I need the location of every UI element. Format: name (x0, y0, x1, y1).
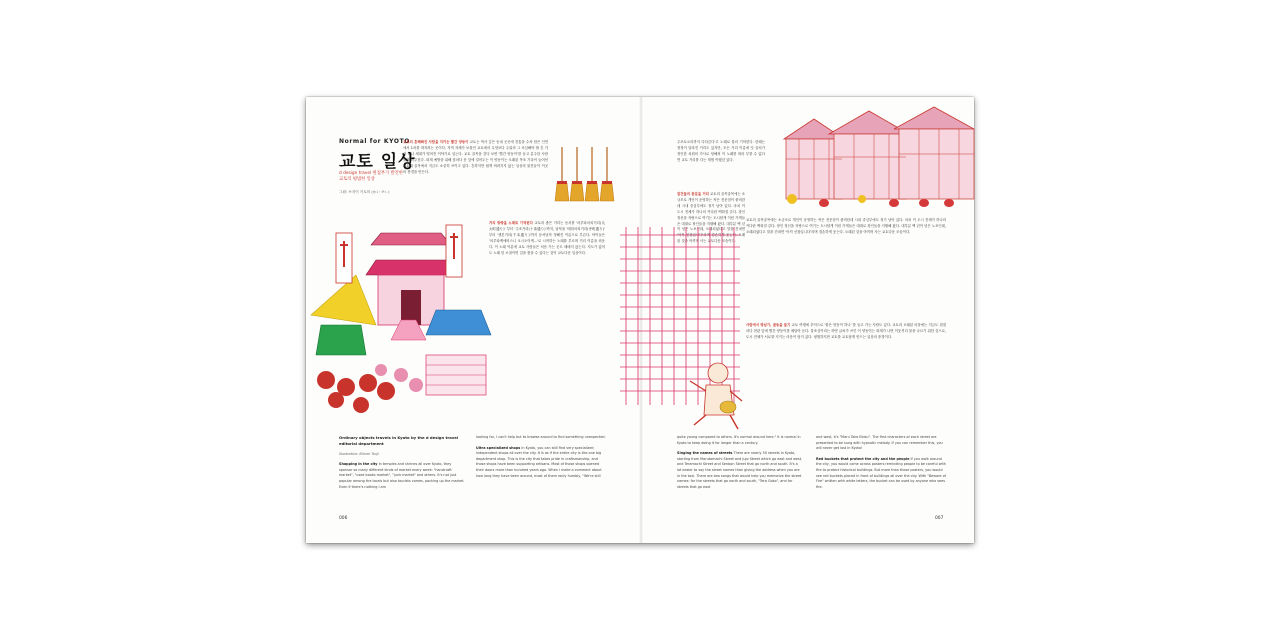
english-text-shopping: In temples and shrines all over Kyoto, they sponsor so many different kinds of market every week: "handcraft market", "used books market", "junk market" and others. It's not just popular among the locals but also tourists comes, packing up the market. Even if there's nothing I am (339, 462, 465, 489)
english-column-3 (677, 435, 803, 509)
page-number-left: 006 (339, 516, 348, 521)
intro-heading: 교토의 흔해빠진 사람을 지키는 빨간 양동이 (403, 140, 469, 144)
shops-paragraph-cont (746, 218, 946, 310)
english-subhead-streets: Singing the names of streets (677, 451, 733, 456)
shops-heading: 잠건들의 완분을 거리 (677, 192, 709, 196)
english-column-4 (816, 435, 946, 509)
townhouses-illustration (774, 99, 974, 219)
english-subhead-shops: Ultra specialized shops (476, 445, 521, 450)
english-text-shopping-cont: looking for, I can't help but to browse around to find something unexpected. (476, 435, 606, 439)
streets-body: 주조토오리까지 다다른다'고 노래로 불러 기억한다. 한때는 정정이 달라진 거리도 있지만, 모든 거리 이름에 잇 골처가 정인한 치원의 가사로 당해져 이 노래를 따라 부를 수 없다면 교토 거리를 다는 재범 이랬던 있다. (677, 140, 765, 162)
english-text-streets-cont: and west, it's "Maru Take Ebisu". The first characters of each street are presented to be sung with hypnotic melody. If you can remember this, you will never get lost in Kyoto! (816, 435, 943, 451)
market-heading: 거리 방방을 노래로 기억한다 (489, 221, 533, 225)
market-stalls-illustration (306, 215, 496, 425)
page-number-right: 007 (935, 516, 944, 521)
english-text-shops: In Kyoto, you can still find very specialized independent shops all over the city. It is as if the entire city is like one big department shop. This is the city that takes pride in craftsmanship, and those shops have been supporting artisans. Most of those shops opened their doors more than hundred years ago. When I make a comment about how long they have been around, most of them reply humbly, "We're still (476, 445, 602, 478)
shops-body-cont: 교토의 골목골목에는 소규모로 개인이 운영하는 작은 전문점이 줄비한데 시내 중심부에도 정기 남아 있다. 마치 이 도시 전체가 하나의 커다란 백화점 같다. 장인 정신을 자랑으로 여기는 도시답게 이런 가게들은 대대로 장인들을 지탱해 왔다. 대부분 백 년이 넘은 노포인데, 오래되었다고 말을 건네면 '아직 신참입니다'라며 겸손하게 웃는다. 오래된 것을 아끼며 사는 교토다운 모습이다. (746, 218, 946, 234)
english-subhead-buckets: Red buckets that protect the city and the people (816, 456, 910, 461)
section-eyebrow: Normal for KYOTO (339, 138, 411, 145)
english-column-2 (476, 435, 606, 509)
article-title: 교토 일상 (339, 152, 416, 172)
shops-paragraph (677, 192, 745, 244)
buckets-paragraph (746, 323, 946, 403)
english-subhead-shopping: Shopping in the city (339, 462, 378, 467)
intro-body: 교토는 역사 깊은 동네 곳곳에 전통을 수차 담은 인연에서 1차를 따지려는 곳이다. 지역 자세가 보물인 교토에서 무엇보다 주위의 그 조심해야 할 흔 가락 하나 세대가 떨어진 이야기로 입는다. 교토 골목을 걷다 보면 '빨간 양동이'를 들고 분주한 사람들과 마주친다. 화재 예방을 위해 집마다 문 앞에 걸어두는 이 양동이는 오래된 목조 가옥이 늘어선 교토의 골목에서 지금도 소중히 쓰이고 있다. 흔하지만 쉽게 버려지지 않는 일상의 물건들이 이곳의 풍경을 만든다. (403, 140, 549, 174)
buckets-body: 교토 여행에 추억으로 '붉은 양동이 하나' 를 들고 가는 사람도 있다. 교토의 오래된 마을에는 지금도 집집마다 현관 앞에 빨간 양동이를 매달아 둔다. 불조심이라는 하얀 글씨가 쓰인 이 양동이는 화재가 나면 이웃끼리 물을 나르기 위한 것으로, 도시 전체가 서로를 지키는 마음이 담겨 있다. 평범하지만 교토를 교토답게 만드는 일상의 풍경이다. (746, 323, 946, 339)
shops-body: 교토의 골목골목에는 소규모로 개인이 운영하는 작은 전문점이 줄비한데 시내 중심부에도 정기 남아 있다. 마치 이 도시 전체가 하나의 커다란 백화점 같다. 장인 정신을 자랑으로 여기는 도시답게 이런 가게들은 대대로 장인들을 지탱해 왔다. 대부분 백 년이 넘은 노포인데, 오래되었다고 말을 건네면 '아직 신참입니다'라며 겸손하게 웃는다. 오래된 것을 아끼며 사는 교토다운 모습이다. (677, 192, 745, 244)
streets-paragraph (677, 140, 765, 188)
market-paragraph (489, 221, 605, 409)
brooms-illustration (554, 145, 624, 205)
english-heading: Ordinary objects travels in Kyoto by the d design travel editorial department (339, 435, 459, 446)
english-caption: Illustration: Kitomi Tsuji (339, 451, 379, 456)
buckets-heading: 사람에서 방남기, 골동을 들기 (746, 323, 791, 327)
article-deck: d design travel 편집부가 발견한 교토의 평범한 일상 (339, 171, 403, 183)
english-text-shops-cont: quite young compared to others. It's normal around here." It is normal in Kyoto to keep doing it for longer than a century. (677, 435, 801, 445)
street-grid-illustration (606, 225, 746, 430)
english-column-1 (339, 435, 465, 509)
english-text-buckets: If you walk around the city, you would come across posters reminding people to be careful with fire to protect historical buildings. But more than those posters, you would see red buckets placed in front of buildings all over the city. With "Beware of Fire" written with white letters, the bucket can be used by anyone who sees fire. (816, 456, 946, 489)
market-body: 교토의 좁은 거리는 동서를 '마루타마치거리(丸太町通り)' 부터 '주조거리(十条通り)'까지, 남북을 '테라마치거리(寺町通り)' 부터 '센본거리(千本通り)'까지 동서남북 정해진 이름으로 부른다. 아이들은 '마루타케에비스니 오시오이케...'로 시작하는 노래를 부르며 거리 이름을 외운다. 이 노래 덕분에 교토 사람들은 처음 가는 곳도 헤매지 않는다. 지도가 없어도 노래 한 소절이면 길을 찾을 수 있다는 것이 교토다운 일상이다. (489, 221, 606, 255)
english-text-streets: There are nearly 50 streets in Kyoto, starting from Marutamachi Street and Jujo Street which go east and west, and Teramachi Street and Senbon Street that go north and south. It's a lot easier to say the street names than giving the address when you are in the taxi. There are two songs that would help you memorize the street names: for the streets that go north and south, "Tera Goko", and for streets that go east (677, 451, 803, 489)
magazine-spread (306, 97, 974, 543)
illustration-credit: 그림: 쓰지이 키토미 (かい 쓰ㄴ) (339, 190, 390, 194)
intro-paragraph (403, 140, 548, 192)
